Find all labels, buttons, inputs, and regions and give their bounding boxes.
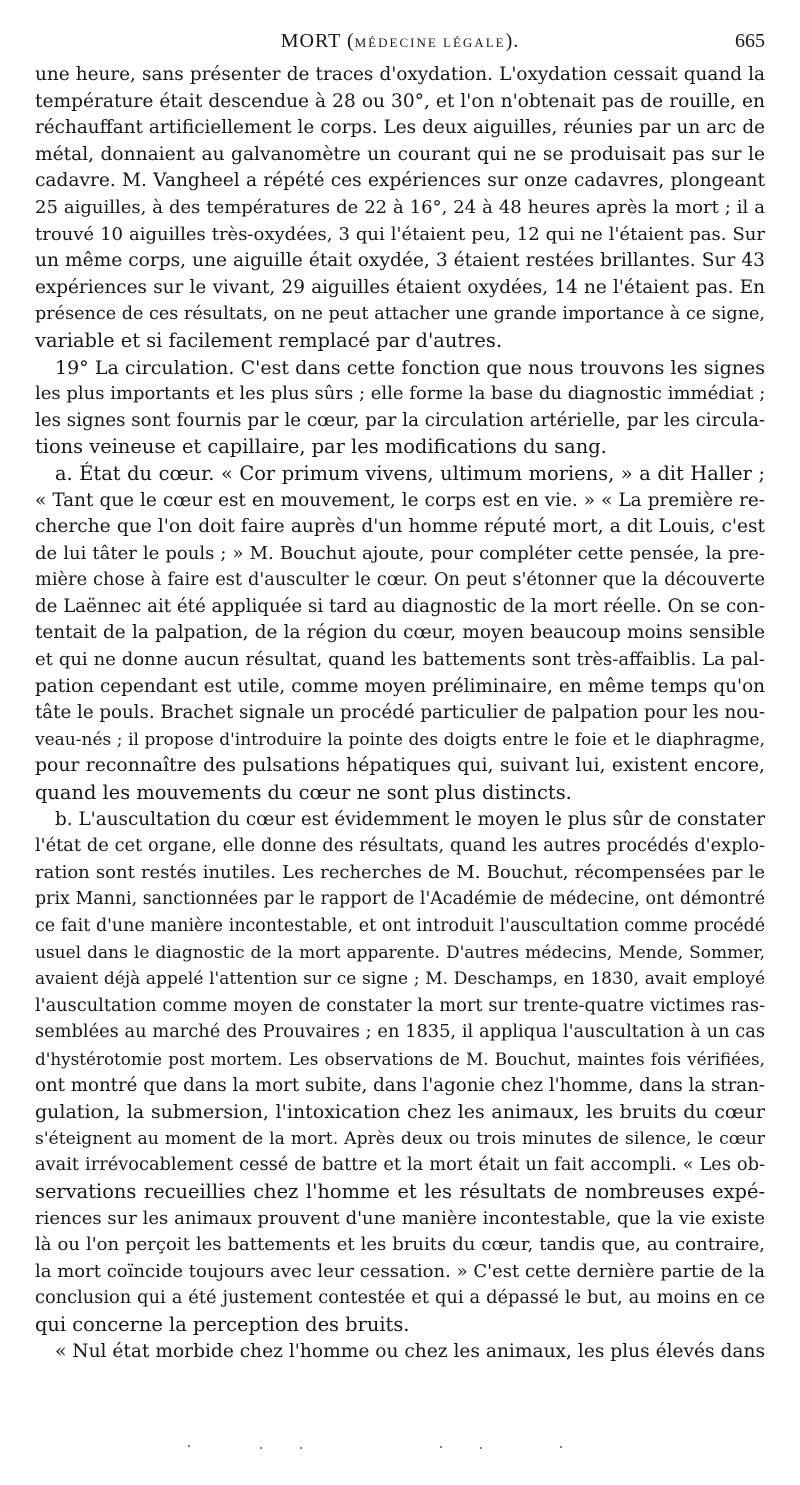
text-line: présence de ces résultats, on ne peut attacher une grande importance à ce signe, xyxy=(35,304,765,325)
text-line: pour reconnaître des pulsations hépatiques qui, suivant lui, existent encore, xyxy=(35,755,765,777)
text-line: métal, donnaient au galvanomètre un courant qui ne se produisait pas sur le xyxy=(35,143,765,165)
text-line: b. L'auscultation du cœur est évidemment le moyen le plus sûr de constater xyxy=(55,808,766,830)
text-line: un même corps, une aiguille était oxydée, 3 étaient restées brillantes. Sur 43 xyxy=(35,250,765,272)
speck xyxy=(188,1445,190,1447)
page-header xyxy=(35,30,765,60)
page-number: 665 xyxy=(735,30,765,52)
text-line: de lui tâter le pouls ; » M. Bouchut ajoute, pour compléter cette pensée, la pre- xyxy=(35,542,765,564)
text-line: tions veineuse et capillaire, par les modifications du sang. xyxy=(35,435,607,459)
text-line: prix Manni, sanctionnées par le rapport de l'Académie de médecine, ont démontré xyxy=(35,889,765,910)
text-line: les signes sont fournis par le cœur, par la circulation artérielle, par les circula- xyxy=(35,409,765,431)
text-line: « Nul état morbide chez l'homme ou chez les animaux, les plus élevés dans xyxy=(55,1340,765,1362)
text-line: variable et si facilement remplacé par d'autres. xyxy=(35,328,502,352)
text-line: usuel dans le diagnostic de la mort apparente. D'autres médecins, Mende, Sommer, xyxy=(35,942,765,963)
body-text xyxy=(35,62,765,1365)
text-line: « Tant que le cœur est en mouvement, le corps est en vie. » « La première re- xyxy=(35,489,765,511)
bottom-specks xyxy=(140,1445,660,1451)
text-line: s'éteignent au moment de la mort. Après deux ou trois minutes de silence, le cœur xyxy=(35,1128,765,1149)
running-head-close: ). xyxy=(505,30,520,52)
speck xyxy=(440,1446,442,1448)
text-line: tentait de la palpation, de la région du cœur, moyen beaucoup moins sensible xyxy=(35,622,765,644)
text-line: réchauffant artificiellement le corps. Les deux aiguilles, réunies par un arc de xyxy=(35,117,765,139)
text-line: l'état de cet organe, elle donne des résultats, quand les autres procédés d'explo- xyxy=(35,835,765,857)
speck xyxy=(300,1447,302,1449)
text-line: la mort coïncide toujours avec leur cessation. » C'est cette dernière partie de la xyxy=(35,1260,765,1282)
text-line: de Laënnec ait été appliquée si tard au diagnostic de la mort réelle. On se con- xyxy=(35,595,765,617)
text-line: a. État du cœur. « Cor primum vivens, ultimum moriens, » a dit Haller ; xyxy=(55,461,765,485)
speck xyxy=(480,1447,482,1449)
text-line: gulation, la submersion, l'intoxication chez les animaux, les bruits du cœur xyxy=(35,1101,765,1124)
text-line: avait irrévocablement cessé de battre et la mort était un fait accompli. « Les ob- xyxy=(35,1154,765,1176)
text-line: qui concerne la perception des bruits. xyxy=(35,1312,410,1336)
text-line: servations recueillies chez l'homme et les résultats de nombreuses expé- xyxy=(35,1179,765,1203)
text-line: et qui ne donne aucun résultat, quand les battements sont très-affaiblis. La pal- xyxy=(35,649,765,671)
text-line: ration sont restés inutiles. Les recherches de M. Bouchut, récompensées par le xyxy=(35,861,765,883)
running-head-subtitle: MÉDECINE LÉGALE xyxy=(354,35,506,50)
text-line: là ou l'on perçoit les battements et les bruits du cœur, tandis que, au contraire, xyxy=(35,1234,765,1256)
text-line: expériences sur le vivant, 29 aiguilles étaient oxydées, 14 ne l'étaient pas. En xyxy=(35,276,765,298)
text-line: trouvé 10 aiguilles très-oxydées, 3 qui l'étaient peu, 12 qui ne l'étaient pas. Sur xyxy=(35,223,765,245)
text-line: tâte le pouls. Brachet signale un procédé particulier de palpation pour les nou- xyxy=(35,702,766,724)
speck xyxy=(560,1446,562,1448)
text-line: riences sur les animaux prouvent d'une manière incontestable, que la vie existe xyxy=(35,1207,765,1229)
text-line: veau-nés ; il propose d'introduire la pointe des doigts entre le foie et le diaphragme, xyxy=(35,729,765,750)
text-line: d'hystérotomie post mortem. Les observations de M. Bouchut, maintes fois vérifiées, xyxy=(35,1048,765,1069)
running-head xyxy=(35,30,765,53)
text-line: 19° La circulation. C'est dans cette fonction que nous trouvons les signes xyxy=(55,356,765,379)
text-line: ont montré que dans la mort subite, dans l'agonie chez l'homme, dans la stran- xyxy=(35,1074,765,1096)
text-line: conclusion qui a été justement contestée et qui a dépassé le but, au moins en ce xyxy=(35,1287,765,1309)
text-line: avaient déjà appelé l'attention sur ce signe ; M. Deschamps, en 1830, avait employé xyxy=(35,969,765,990)
text-line: 25 aiguilles, à des températures de 22 à 16°, 24 à 48 heures après la mort ; il a xyxy=(35,196,765,218)
text-line: une heure, sans présenter de traces d'oxydation. L'oxydation cessait quand la xyxy=(35,64,765,85)
text-line: mière chose à faire est d'ausculter le cœur. On peut s'étonner que la découverte xyxy=(35,569,765,591)
text-line: cadavre. M. Vangheel a répété ces expériences sur onze cadavres, plongeant xyxy=(35,170,765,192)
text-line: quand les mouvements du cœur ne sont plus distincts. xyxy=(35,781,572,805)
running-head-title: MORT ( xyxy=(280,30,355,52)
text-line: l'auscultation comme moyen de constater la mort sur trente-quatre victimes ras- xyxy=(35,994,765,1016)
text-line: cherche que l'on doit faire auprès d'un homme réputé mort, a dit Louis, c'est xyxy=(35,516,765,538)
speck xyxy=(260,1447,262,1449)
text-line: pation cependant est utile, comme moyen préliminaire, en même temps qu'on xyxy=(35,675,765,697)
text-line: ce fait d'une manière incontestable, et ont introduit l'auscultation comme procédé xyxy=(35,916,765,936)
text-line: température était descendue à 28 ou 30°, et l'on n'obtenait pas de rouille, en xyxy=(35,90,765,112)
text-line: semblées au marché des Prouvaires ; en 1835, il appliqua l'auscultation à un cas xyxy=(35,1021,765,1043)
text-line: les plus importants et les plus sûrs ; elle forme la base du diagnostic immédiat ; xyxy=(35,383,766,405)
